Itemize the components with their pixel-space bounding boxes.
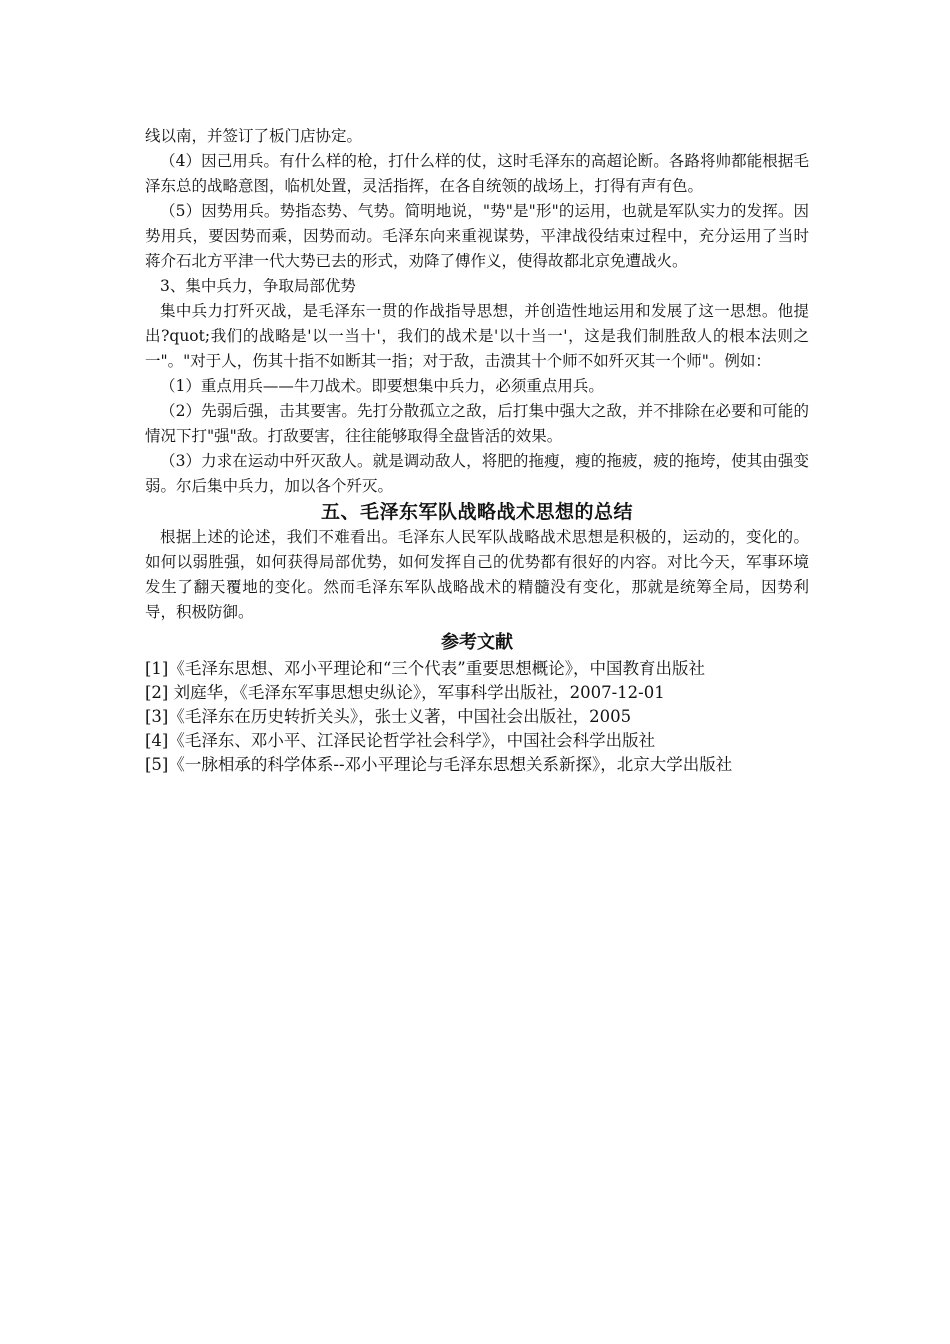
reference-item: [1]《毛泽东思想、邓小平理论和“三个代表”重要思想概论》，中国教育出版社 [145,659,705,678]
references-list [145,657,809,777]
paragraph-item-2: （2）先弱后强，击其要害。先打分散孤立之敌，后打集中强大之敌，并不排除在必要和可能的情况下打"强"敌。打敌要害，往往能够取得全盘皆活的效果。 [145,402,809,445]
reference-item: [2] 刘庭华，《毛泽东军事思想史纵论》，军事科学出版社，2007-12-01 [145,683,665,702]
paragraph-item-4: （4）因己用兵。有什么样的枪，打什么样的仗，这时毛泽东的高超论断。各路将帅都能根据毛泽东总的战略意图，临机处置，灵活指挥，在各自统领的战场上，打得有声有色。 [145,152,809,195]
reference-item: [5]《一脉相承的科学体系--邓小平理论与毛泽东思想关系新探》，北京大学出版社 [145,755,733,774]
paragraph-item-1: （1）重点用兵——牛刀战术。即要想集中兵力，必须重点用兵。 [160,377,604,395]
paragraph-item-5: （5）因势用兵。势指态势、气势。简明地说，"势"是"形"的运用，也就是军队实力的发挥。因势用兵，要因势而乘，因势而动。毛泽东向来重视谋势，平津战役结束过程中，充分运用了当时蒋介石北方平津一代大势已去的形式，劝降了傅作义，使得故都北京免遭战火。 [145,202,809,270]
document-page [145,124,809,777]
paragraph-concentration: 集中兵力打歼灭战，是毛泽东一贯的作战指导思想，并创造性地运用和发展了这一思想。他提出?quot;我们的战略是'以一当十'，我们的战术是'以十当一'，这是我们制胜敌人的根本法则之一"。"对于人，伤其十指不如断其一指；对于敌，击溃其十个师不如歼灭其一个师"。例如： [145,302,809,370]
reference-item: [3]《毛泽东在历史转折关头》，张士义著，中国社会出版社，2005 [145,707,632,726]
reference-item: [4]《毛泽东、邓小平、江泽民论哲学社会科学》，中国社会科学出版社 [145,731,656,750]
summary-paragraph: 根据上述的论述，我们不难看出。毛泽东人民军队战略战术思想是积极的，运动的，变化的。如何以弱胜强，如何获得局部优势，如何发挥自己的优势都有很好的内容。对比今天，军事环境发生了翻天覆地的变化。然而毛泽东军队战略战术的精髓没有变化，那就是统筹全局，因势利导，积极防御。 [145,528,809,621]
paragraph-item-3: （3）力求在运动中歼灭敌人。就是调动敌人，将肥的拖瘦，瘦的拖疲，疲的拖垮，使其由强变弱。尔后集中兵力，加以各个歼灭。 [145,452,809,495]
references-title: 参考文献 [441,632,513,653]
paragraph-continuation: 线以南，并签订了板门店协定。 [145,127,363,145]
subsection-heading: 3、集中兵力，争取局部优势 [160,277,356,295]
section-title: 五、毛泽东军队战略战术思想的总结 [320,501,633,523]
